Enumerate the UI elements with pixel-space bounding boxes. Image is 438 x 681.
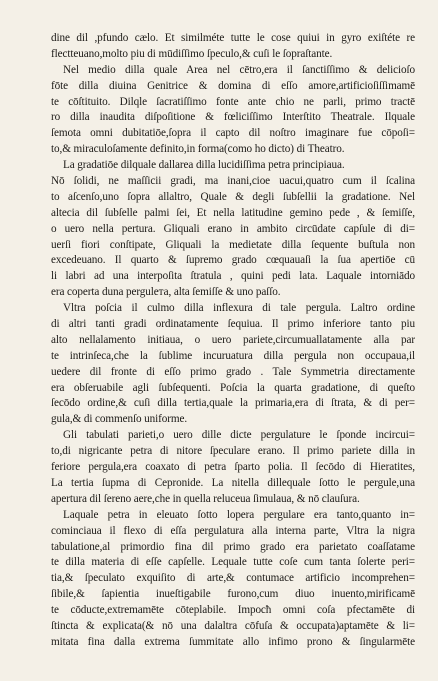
text-line: te cōducte,extremamēte cōteplabile. Impocħ omni coſa pfectamēte di	[51, 604, 415, 617]
text-line: to,di nigricante petra di nitore ſpeculare erano. Il primo pariete dilla in	[51, 445, 415, 458]
text-line: altecia dil ſubſelle palmi ſei, Et nella latitudine gemino pede , & ſemiſſe,	[51, 206, 415, 219]
text-line: mitata fina dalla extrema ſummitate allo infimo prono & ſingularmēte	[51, 635, 415, 648]
text-line: Laquale petra in eleuato ſotto lopera pergulare era tanto,quanto in=	[63, 508, 415, 521]
text-line: feriore pergula,era coaxato di petra ſparto polia. Il ſecōdo di Hieratites,	[51, 461, 415, 474]
text-line: era coperta duna pergulета, alta ſemiſſe & uno paſſo.	[51, 286, 281, 299]
text-line: Nel medio dilla quale Area nel cētro,era il ſanctiſſimo & delicioſo	[63, 63, 415, 76]
text-line: fōte dilla diuina Genitrice & domina di eſſo amore,artificioſiſſimamē	[51, 79, 415, 92]
text-line: era obſeruabile agli ſubſequenti. Poſcia la quarta gradatione, di queſto	[51, 381, 415, 394]
text-line: excedeuano. Il quarto & ſupremo grado cœquauaſi la ſua apertiōe cū	[51, 254, 415, 267]
text-line: alto nellalamento initiaua, o uero pariete,circumuallatamente alla par	[51, 333, 415, 346]
text-line: o uero nella pertura. Gliquali erano in ambito circūdate capſule di di=	[51, 222, 415, 235]
text-line: li labri ad una interpoſita ſtratula , quini pedi lata. Laquale intorniādo	[51, 270, 415, 283]
text-line: uedere dil fronte di eſſo primo grado . Tale Symmetria directamente	[51, 365, 415, 378]
text-line: to,& miraculoſamente definito,in forma(como ho dicto) di Theatro.	[51, 143, 345, 156]
text-line: cominciaua il flexo di eſſa pergulatura alla interna parte, Vltra la nigra	[51, 524, 415, 537]
text-line: La gradatiōe dilquale dallarea dilla lucidiſſima petra principiaua.	[63, 159, 345, 172]
text-line: flectteuano,molto piu di mūdiſſimo ſpeculo,& cuſi le ſopraſtante.	[51, 47, 333, 60]
text-line: tabulatione,al primordio fina dil primo grado era parietato coaſſatame	[51, 540, 415, 553]
text-line: to aſcenſo,uno ſopra allaltro, Quale & degli ſubſellii la gradatione. Nel	[51, 190, 415, 203]
text-line: apertura dil ſereno aere,che in quella reluceua ſimulaua, & nō clauſura.	[51, 492, 360, 505]
text-line: te intrinſeca,che la ſublime incuruatura dilla pergula non occupaua,il	[51, 349, 415, 362]
text-line: di altri tanti gradi ordinatamente ſequiua. Il primo inferiore tanto piu	[51, 318, 415, 331]
text-line: ſecōdo ordine,& cuſi dilla tertia,quale la primaria,era di ſtrata, & di per=	[51, 397, 415, 410]
text-line: ſtincta & explicata(& nō una dalaltra cōfuſa & occupata)aptamēte & li=	[51, 619, 415, 632]
text-line: dine dil ,pfundo cælo. Et similméte tutte le cose quiui in gyro exiſtéte re	[51, 32, 415, 44]
text-line: Gli tabulati parieti,o uero dille dicte pergulature le ſponde incircui=	[63, 429, 415, 442]
text-line: ſibile,& ſapientia inueſtigabile furono,cum diuo inuento,mirificamē	[51, 588, 415, 601]
body-text	[51, 31, 415, 651]
text-line: La tertia ſupma di Cepronide. La nitella dillequale ſotto le pergule,una	[51, 476, 415, 489]
text-line: te dilla materia di eſſe capſelle. Lequale tutte coſe cum tanta ſolerte peri=	[51, 556, 415, 569]
text-line: te cōſtituito. Dilqle ſacratiſſimo fonte ante chio ne parli, primo tractē	[51, 95, 415, 108]
text-line: tia,& ſpeculato exquiſito di arte,& contumace artificio incomprehen=	[51, 572, 415, 585]
text-line: Vltra poſcia il culmo dilla inflexura di tale pergula. Laltro ordine	[63, 302, 415, 315]
text-line: ro dilla inaudita diſpoſitione & fœliciſſimo Interſtito Theatrale. Ilquale	[51, 111, 415, 124]
text-line: gula,& di commenſo uniforme.	[51, 413, 188, 426]
text-line: ſemota omni dubitatiōe,ſopra il capto dil noſtro imaginare fue cōpoſi=	[51, 127, 415, 140]
text-line: uerſi fiori conſtipate, Gliquali la medietate dilla ſequente buſtula non	[51, 238, 415, 251]
text-line: Nō ſolidi, ne maſſicii gradi, ma inani,cioe uacui,quatro cum il ſcalina	[51, 175, 415, 188]
